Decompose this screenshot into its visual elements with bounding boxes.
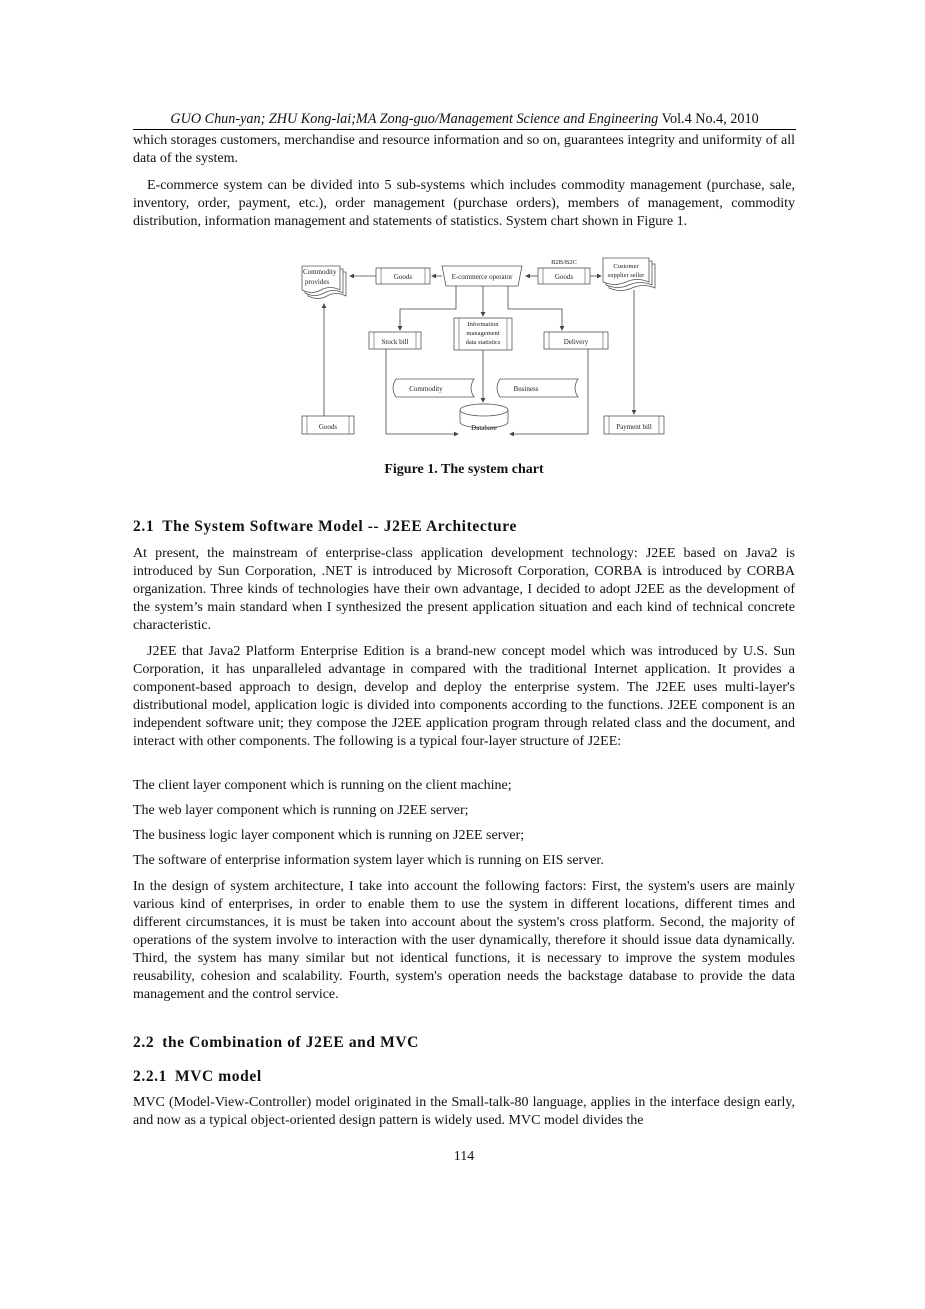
paragraph-mainstream: At present, the mainstream of enterprise-class application development technology: J2EE based on Java2 is introduced by Sun Corporation, .NET is introduced by Microsoft Corporation, CORBA is introduced by CORBA organization. Three kinds of technologies have their own advantage, I decided to adopt J2EE as the development of the system’s main standard when I synthesized the present application situation and each kind of technical concrete characteristic. bbox=[133, 546, 795, 633]
section-number: 2.2 bbox=[133, 1034, 155, 1051]
section-title: MVC model bbox=[175, 1068, 262, 1085]
delivery-node bbox=[544, 332, 608, 349]
commodity-provides-label-2: provides bbox=[305, 278, 330, 286]
header-volume: Vol.4 No.4, 2010 bbox=[661, 111, 759, 127]
delivery-label: Delivery bbox=[563, 338, 589, 346]
goods-top-left-node bbox=[376, 268, 430, 284]
page-number: 114 bbox=[453, 1149, 475, 1164]
business-store-label: Business bbox=[513, 385, 539, 393]
paragraph-mvc: MVC (Model-View-Controller) model originated in the Small-talk-80 language, applies in the interface design early, and now as a typical object-oriented design pattern is widely used. MVC model divides the bbox=[133, 1095, 795, 1128]
customer-node bbox=[603, 258, 655, 291]
system-chart-diagram bbox=[296, 254, 670, 442]
goods-bottom-label: Goods bbox=[318, 423, 338, 431]
figure-caption: Figure 1. The system chart bbox=[384, 462, 544, 477]
goods-top-right-label: Goods bbox=[554, 273, 574, 281]
database-node bbox=[460, 404, 508, 432]
info-management-node bbox=[454, 318, 512, 350]
header-rule bbox=[133, 129, 796, 130]
b2b-b2c-label: B2B/B2C bbox=[551, 259, 577, 266]
running-header bbox=[133, 111, 796, 128]
commodity-provides-label-1: Commodity bbox=[303, 268, 337, 276]
commodity-store-label: Commodity bbox=[409, 385, 443, 393]
stock-bill-label: Stock bill bbox=[381, 338, 409, 346]
commodity-provides-node bbox=[302, 266, 346, 299]
customer-label-1: Customer bbox=[613, 263, 639, 270]
commodity-store-node bbox=[393, 379, 474, 397]
section-heading-2-1 bbox=[133, 518, 517, 536]
paragraph-continuation: which storages customers, merchandise and resource information and so on, guarantees integrity and uniformity of all data of the system. bbox=[133, 133, 795, 166]
section-heading-2-2-1 bbox=[133, 1068, 262, 1086]
goods-top-left-label: Goods bbox=[393, 273, 413, 281]
system-chart-figure bbox=[296, 254, 670, 442]
info-management-label-3: data statistics bbox=[465, 339, 501, 346]
customer-label-2: supplier seller bbox=[607, 272, 645, 279]
section-number: 2.2.1 bbox=[133, 1068, 167, 1085]
paragraph-j2ee: J2EE that Java2 Platform Enterprise Edition is a brand-new concept model which was introduced by U.S. Sun Corporation, it has unparalleled advantage in compared with the traditional Internet application. It provides a component-based approach to design, develop and deploy the enterprise system. The J2EE uses multi-layer's distributional model, application logic is divided into components according to the functions. J2EE component is an independent software unit; they compose the J2EE application program through related class and the document, and interact with other components. The following is a typical four-layer structure of J2EE: bbox=[133, 644, 795, 749]
section-title: The System Software Model -- J2EE Architecture bbox=[162, 518, 517, 535]
section-heading-2-2 bbox=[133, 1034, 419, 1052]
goods-top-right-node bbox=[538, 268, 590, 284]
payment-bill-label: Payment bill bbox=[616, 423, 652, 431]
stock-bill-node bbox=[369, 332, 421, 349]
list-item-client-layer: The client layer component which is running on the client machine; bbox=[133, 778, 512, 793]
info-management-label-1: Information bbox=[467, 321, 499, 328]
database-label: Database bbox=[471, 424, 497, 432]
business-store-node bbox=[497, 379, 578, 397]
section-number: 2.1 bbox=[133, 518, 155, 535]
section-title: the Combination of J2EE and MVC bbox=[162, 1034, 419, 1051]
ecommerce-operator-label: E-commerce operator bbox=[451, 273, 513, 281]
ecommerce-operator-node bbox=[442, 266, 522, 286]
list-item-eis-layer: The software of enterprise information system layer which is running on EIS server. bbox=[133, 853, 604, 868]
goods-bottom-node bbox=[302, 416, 354, 434]
paragraph-subsystems: E-commerce system can be divided into 5 sub-systems which includes commodity management (purchase, sale, inventory, order, payment, etc.), order management (purchase orders), members of management, commodity distribution, information management and statements of statistics. System chart shown in Figure 1. bbox=[133, 178, 795, 229]
header-authors: GUO Chun-yan; ZHU Kong-lai;MA Zong-guo/Management Science and Engineering bbox=[170, 111, 659, 127]
list-item-web-layer: The web layer component which is running on J2EE server; bbox=[133, 803, 469, 818]
paragraph-design-factors: In the design of system architecture, I take into account the following factors: First, the system's users are mainly various kind of enterprises, in order to enable them to use the system in different locations, different times and different circumstances, it is must be taken into account about the system's cross platform. Second, the majority of operations of the system involve to interaction with the user dynamically, therefore it should issue data dynamically. Third, the system has many similar but not identical functions, it is necessary to improve the system modules reusability, cohesion and scalability. Fourth, system's operation needs the backstage database to provide the data management and the control service. bbox=[133, 879, 795, 1002]
info-management-label-2: management bbox=[466, 330, 500, 337]
payment-bill-node bbox=[604, 416, 664, 434]
list-item-business-layer: The business logic layer component which is running on J2EE server; bbox=[133, 828, 525, 843]
